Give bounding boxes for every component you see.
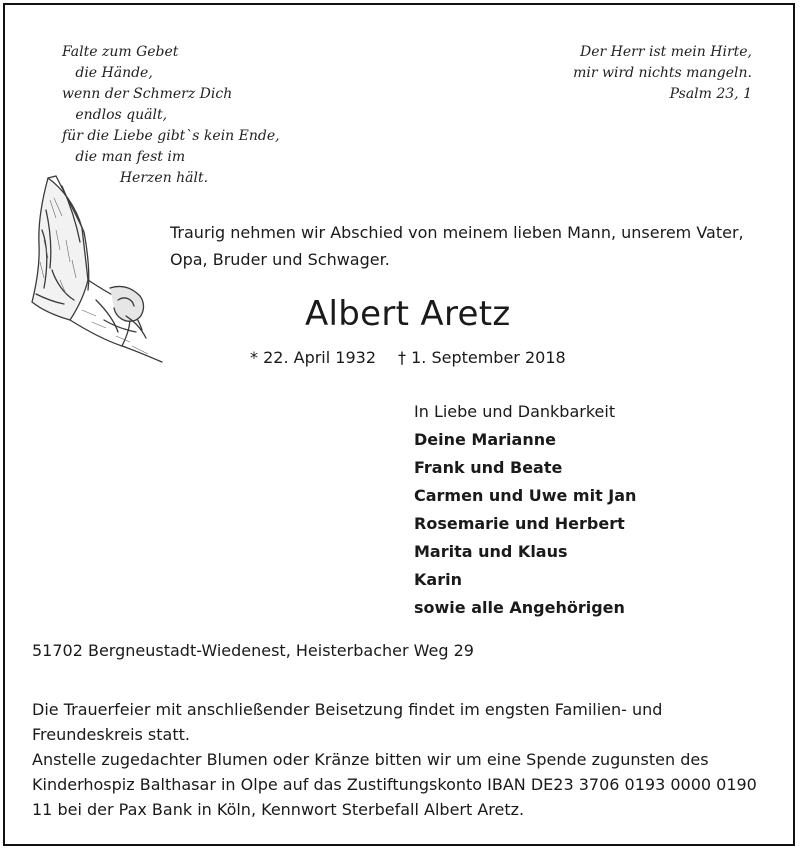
- praying-hands-icon: [26, 170, 170, 365]
- birth-date: * 22. April 1932: [250, 348, 376, 367]
- poem-right-line: mir wird nichts mangeln.: [573, 65, 752, 81]
- poem-left-line: Falte zum Gebet: [62, 44, 179, 60]
- life-dates: [250, 345, 566, 371]
- family-member: Rosemarie und Herbert: [414, 514, 625, 533]
- poem-right-line: Der Herr ist mein Hirte,: [580, 44, 752, 60]
- family-member: Karin: [414, 570, 462, 589]
- notes: [32, 697, 772, 822]
- psalm-reference: Psalm 23, 1: [669, 86, 752, 102]
- poem-left-line: die Hände,: [62, 65, 153, 81]
- family-member: Marita und Klaus: [414, 542, 568, 561]
- deceased-name: Albert Aretz: [305, 294, 511, 334]
- family-heading: In Liebe und Dankbarkeit: [414, 402, 616, 421]
- intro-text: Traurig nehmen wir Abschied von meinem lieben Mann, unserem Vater, Opa, Bruder und Schwager.: [170, 223, 744, 269]
- family-member: Frank und Beate: [414, 458, 563, 477]
- family-member: Carmen und Uwe mit Jan: [414, 486, 637, 505]
- poem-left-line: endlos quält,: [62, 107, 168, 123]
- funeral-note: Die Trauerfeier mit anschließender Beisetzung findet im engsten Familien- und Freundeskreis statt.: [32, 700, 663, 744]
- poem-left-line: die man fest im: [62, 149, 186, 165]
- poem-left-line: wenn der Schmerz Dich: [62, 86, 233, 102]
- poem-left: [62, 42, 282, 189]
- poem-left-line: Herzen hält.: [62, 170, 209, 186]
- address: 51702 Bergneustadt-Wiedenest, Heisterbacher Weg 29: [32, 641, 474, 660]
- poem-right: [492, 42, 752, 105]
- death-date: † 1. September 2018: [398, 348, 566, 367]
- donation-note: Anstelle zugedachter Blumen oder Kränze bitten wir um eine Spende zugunsten des Kinderhospiz Balthasar in Olpe auf das Zustiftungskonto IBAN DE23 3706 0193 0000 0190 11 bei der Pax Bank in Köln, Kennwort Sterbefall Albert Aretz.: [32, 750, 757, 819]
- poem-left-line: für die Liebe gibt`s kein Ende,: [62, 128, 280, 144]
- family-member: sowie alle Angehörigen: [414, 598, 625, 617]
- family-member: Deine Marianne: [414, 430, 556, 449]
- family-signature: [414, 398, 636, 622]
